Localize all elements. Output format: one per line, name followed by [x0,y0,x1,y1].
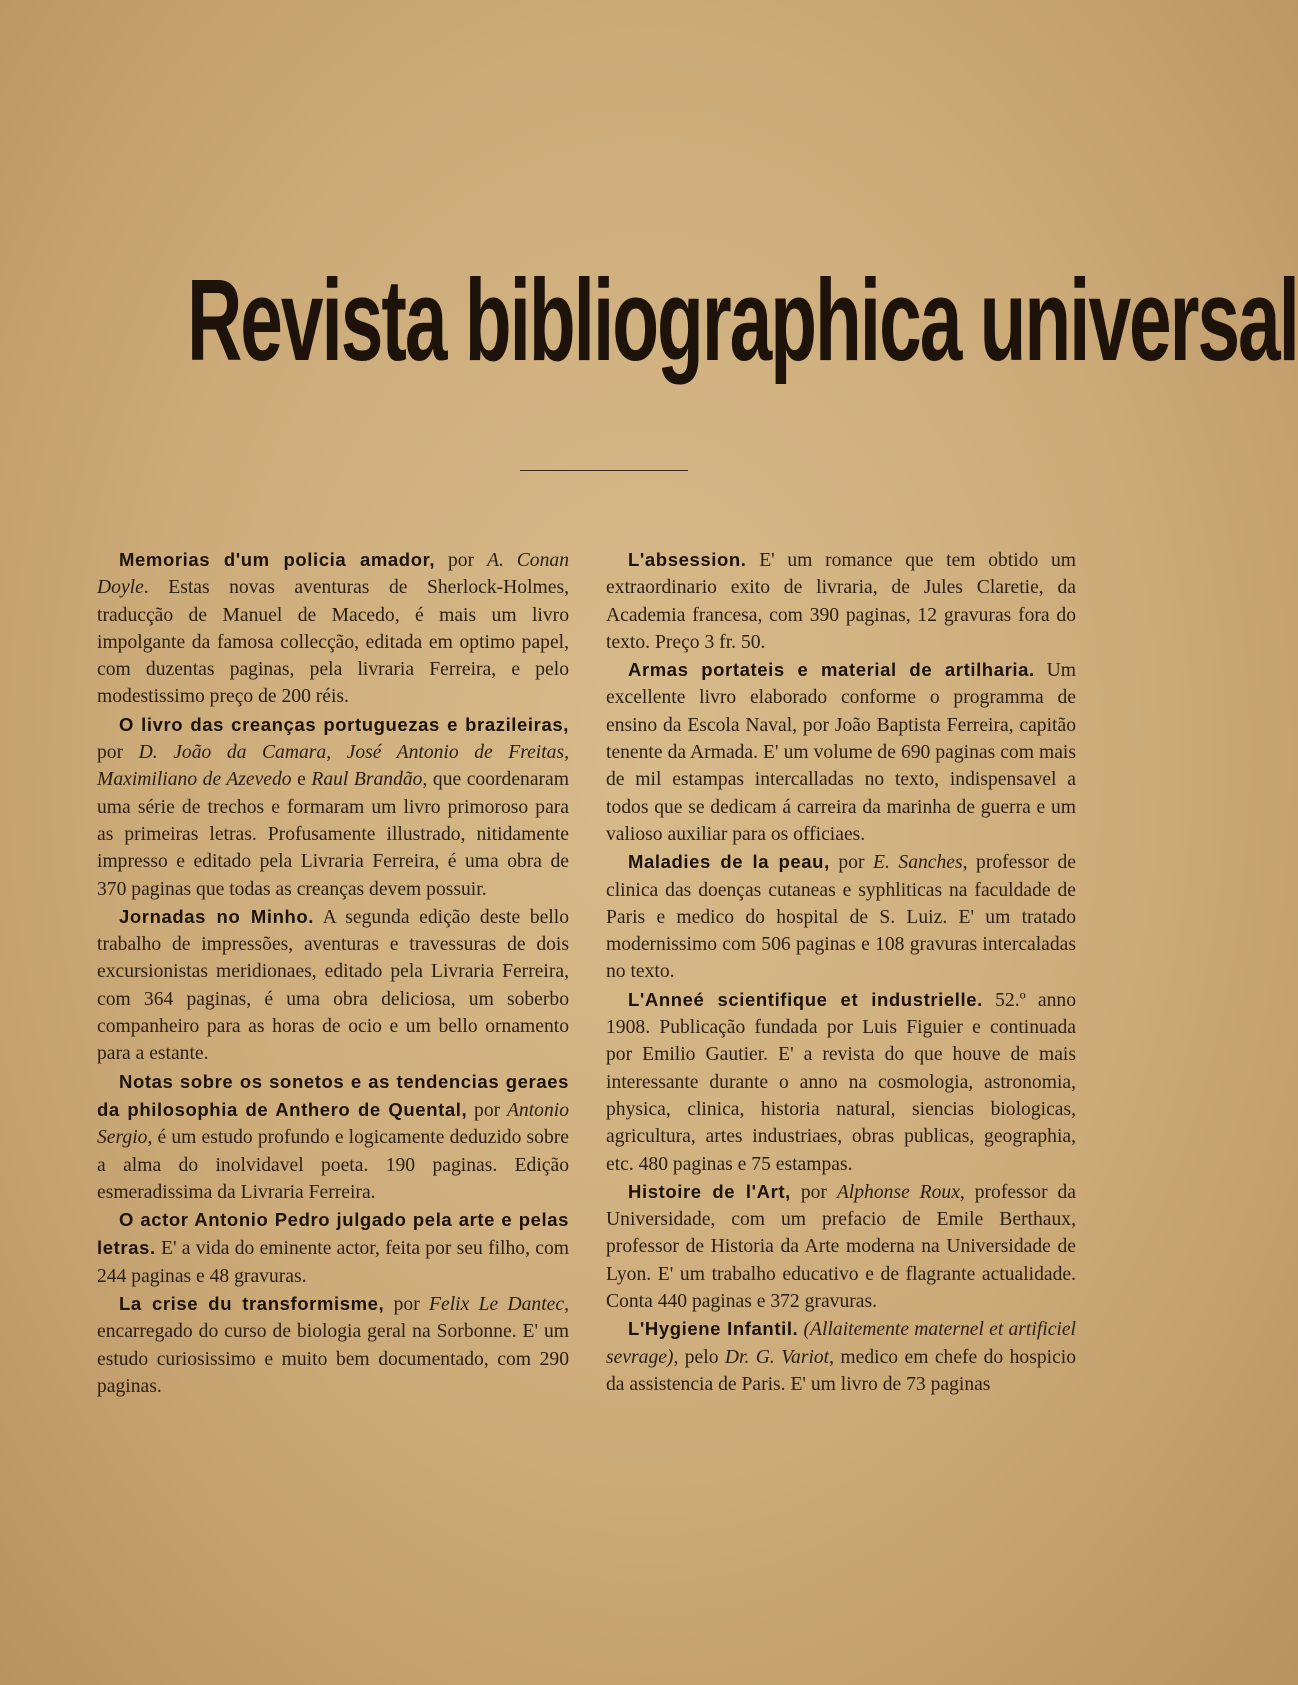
entry-text: Um excellente livro elaborado conforme o programma de ensino da Escola Naval, por João Baptista Ferreira, capitão tenente da Armada. E' um volume de 690 paginas com mais de mil estampas intercalladas no texto, indispensavel a todos que se dedicam á carreira da marinha de guerra e um valioso auxiliar para os officiaes. [606,660,1076,845]
review-entry [606,546,1076,656]
entry-text: E' a vida do eminente actor, feita por seu filho, com 244 paginas e 48 gravuras. [97,1238,569,1287]
review-entry [606,1178,1076,1315]
review-entry [606,1315,1076,1398]
review-entry [97,1290,569,1400]
entry-heading: Notas sobre os sonetos e as tendencias geraes da philosophia de Anthero de Quental, [97,1070,569,1120]
entry-text: por [467,1099,507,1121]
entry-heading: Armas portateis e material de artilharia. [628,659,1035,681]
entry-heading: O actor Antonio Pedro julgado pela arte e pelas letras. [97,1209,569,1259]
entry-heading: Maladies de la peau, [628,851,830,873]
entry-heading: L'Anneé scientifique et industrielle. [628,988,983,1010]
entry-text: por [435,550,487,571]
review-entry [97,1068,569,1206]
entry-heading: L'Hygiene Infantil. [628,1318,799,1340]
entry-heading: Memorias d'um policia amador, [119,549,436,570]
left-column [97,546,569,1400]
entry-heading: Histoire de l'Art, [628,1180,791,1202]
entry-heading: L'absession. [628,549,747,570]
review-entry [97,546,569,711]
entry-text: 52.º anno 1908. Publicação fundada por Luis Figuier e continuada por Emilio Gautier. E' a revista do que houve de mais interessante durante o anno na cosmologia, astronomia, physica, clinica, historia natural, siencias biologicas, agricultura, artes industriaes, obras publicas, geographia, etc. 480 paginas e 75 estampas. [606,989,1077,1175]
entry-text: , professor de clinica das doenças cutaneas e syphliticas na faculdade de Paris e medico do hospital de S. Luiz. E' um tratado modernissimo com 506 paginas e 108 gravuras intercaladas no texto. [606,852,1076,983]
entry-italic-text: (Allaitemente maternel et artificiel sevrage) [606,1319,1076,1368]
entry-heading: O livro das creanças portuguezas e brazileiras, [119,713,569,735]
entry-text: , que coordenaram uma série de trechos e formaram um livro primoroso para as primeiras letras. Profusamente illustrado, nitidamente impresso e editado pela Livraria Ferreira, é uma obra de 370 paginas que todas as creanças devem possuir. [97,769,569,900]
review-entry [606,848,1076,985]
entry-text: por [790,1181,837,1203]
entry-text: por [384,1294,430,1316]
entry-text: , pelo [673,1346,725,1368]
entry-italic-text: D. João da Camara, José Antonio de Freitas, Maximiliano de Azevedo [97,742,569,791]
entry-italic-text: Antonio Sergio [97,1099,570,1149]
title-divider [520,470,688,471]
entry-text: e [291,769,312,791]
entry-text: A segunda edição deste bello trabalho de impressões, aventuras e travessuras de dois excursionistas meridionaes, editado pela Livraria Ferreira, com 364 paginas, é uma obra deliciosa, um soberbo companheiro para as horas de ocio e um bello ornamento para a estante. [97,906,570,1065]
entry-text: , medico em chefe do hospicio da assistencia de Paris. E' um livro de 73 paginas [606,1346,1077,1395]
entry-italic-text: Raul Brandão [311,769,423,791]
entry-text: . Estas novas aventuras de Sherlock-Holmes, traducção de Manuel de Macedo, é mais um livro impolgante da famosa collecção, editada em optimo papel, com duzentas paginas, pela livraria Ferreira, e pelo modestissimo preço de 200 réis. [97,577,569,708]
entry-heading: La crise du transformisme, [119,1293,385,1315]
entry-heading: Jornadas no Minho. [119,905,315,927]
review-entry [97,903,569,1068]
entry-text: por [829,852,873,874]
entry-text: por [97,742,139,764]
entry-text: , encarregado do curso de biologia geral na Sorbonne. E' um estudo curiosissimo e muito bem documentado, com 290 paginas. [97,1294,569,1397]
entry-italic-text: Dr. G. Variot [724,1346,830,1368]
entry-text: , professor da Universidade, com um prefacio de Emile Berthaux, professor de Historia da Arte moderna na Universidade de Lyon. E' um trabalho educativo e de flagrante actualidade. Conta 440 paginas e 372 gravuras. [606,1181,1077,1313]
right-column [606,546,1076,1398]
entry-italic-text: Felix Le Dantec [429,1294,565,1316]
entry-text: E' um romance que tem obtido um extraordinario exito de livraria, de Jules Claretie, da Academia francesa, com 390 paginas, 12 gravuras fora do texto. Preço 3 fr. 50. [606,550,1076,653]
review-entry [606,986,1076,1178]
entry-italic-text: E. Sanches [873,852,963,874]
review-entry [606,656,1076,848]
entry-italic-text: A. Conan Doyle [97,550,569,599]
entry-text: , é um estudo profundo e logicamente deduzido sobre a alma do inolvidavel poeta. 190 paginas. Edição esmeradissima da Livraria Ferreira. [97,1127,569,1203]
entry-italic-text: Alphonse Roux [836,1181,960,1203]
page-title: Revista bibliographica universal [187,255,1298,385]
review-entry [97,711,569,903]
review-entry [97,1206,569,1290]
